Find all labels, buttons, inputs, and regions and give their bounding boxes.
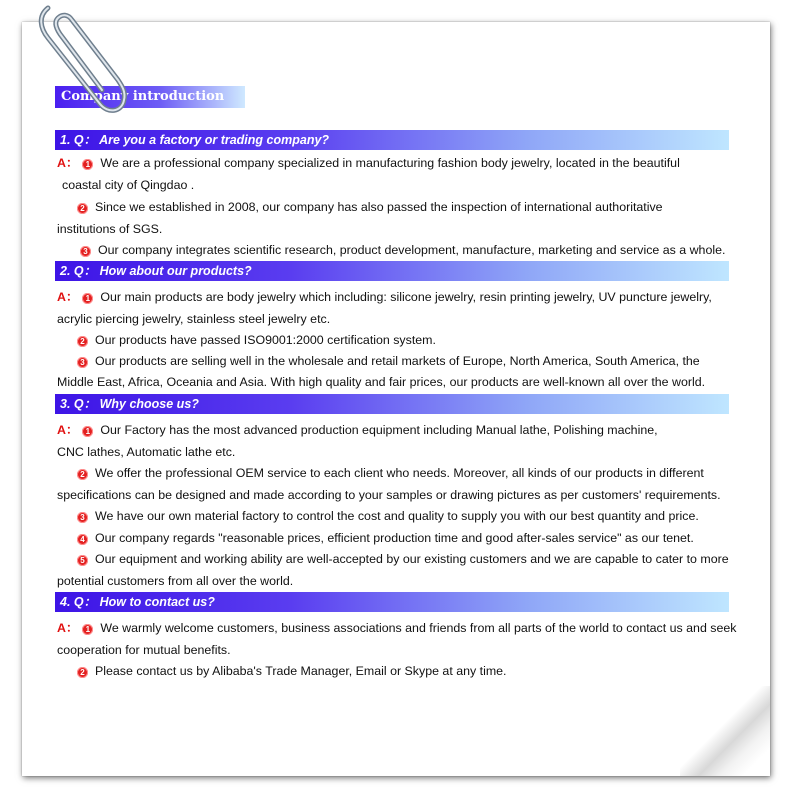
answer-text: Our products are selling well in the wholesale and retail markets of Europe, North America, South America, the xyxy=(95,354,700,368)
answer-line xyxy=(77,332,436,348)
answer-line xyxy=(77,508,699,524)
answer-text: institutions of SGS. xyxy=(57,222,163,236)
numbered-bullet-icon: 1 xyxy=(82,293,93,304)
answer-line xyxy=(57,221,162,237)
question-bar: 3. Q： Why choose us? xyxy=(55,394,729,414)
answer-text: We have our own material factory to control the cost and quality to supply you with our best quantity and price. xyxy=(95,509,699,523)
answer-line xyxy=(57,422,658,438)
answer-line xyxy=(77,551,729,567)
numbered-bullet-icon: 1 xyxy=(82,426,93,437)
answer-text: CNC lathes, Automatic lathe etc. xyxy=(57,445,236,459)
numbered-bullet-icon: 2 xyxy=(77,469,88,480)
answer-text: We offer the professional OEM service to each client who needs. Moreover, all kinds of our products in different xyxy=(95,466,704,480)
answer-text: Our products have passed ISO9001:2000 certification system. xyxy=(95,333,436,347)
numbered-bullet-icon: 1 xyxy=(82,624,93,635)
answer-line xyxy=(57,573,293,589)
answer-line xyxy=(77,663,506,679)
answer-text: cooperation for mutual benefits. xyxy=(57,643,231,657)
answer-line xyxy=(57,289,712,305)
answer-line xyxy=(57,487,721,503)
question-bar: 2. Q： How about our products? xyxy=(55,261,729,281)
answer-text: Our equipment and working ability are well-accepted by our existing customers and we are capable to cater to more xyxy=(95,552,729,566)
answer-marker: A： xyxy=(57,423,79,437)
answer-marker: A： xyxy=(57,156,79,170)
answer-line xyxy=(77,530,694,546)
answer-text: potential customers from all over the world. xyxy=(57,574,294,588)
answer-text: Our Factory has the most advanced production equipment including Manual lathe, Polishing machine, xyxy=(100,423,658,437)
numbered-bullet-icon: 2 xyxy=(77,203,88,214)
paperclip-icon xyxy=(30,0,140,120)
answer-text: We warmly welcome customers, business associations and friends from all parts of the world to contact us and seek xyxy=(100,621,737,635)
answer-line xyxy=(77,465,704,481)
answer-line xyxy=(57,374,705,390)
numbered-bullet-icon: 1 xyxy=(82,159,93,170)
numbered-bullet-icon: 2 xyxy=(77,336,88,347)
question-bar: 4. Q： How to contact us? xyxy=(55,592,729,612)
answer-text: coastal city of Qingdao . xyxy=(62,178,195,192)
company-intro-heading: Company introduction xyxy=(55,86,245,108)
numbered-bullet-icon: 5 xyxy=(77,555,88,566)
answer-text: acrylic piercing jewelry, stainless steel jewelry etc. xyxy=(57,312,331,326)
answer-line xyxy=(62,177,194,193)
question-bar: 1. Q： Are you a factory or trading company? xyxy=(55,130,729,150)
numbered-bullet-icon: 4 xyxy=(77,534,88,545)
answer-text: Our main products are body jewelry which including: silicone jewelry, resin printing jewelry, UV puncture jewelry, xyxy=(100,290,712,304)
answer-text: Our company integrates scientific research, product development, manufacture, marketing and service as a whole. xyxy=(98,243,726,257)
answer-text: Our company regards "reasonable prices, efficient production time and good after-sales service" as our tenet. xyxy=(95,531,694,545)
answer-line xyxy=(77,199,663,215)
answer-line xyxy=(57,155,680,171)
page-curl xyxy=(680,686,770,776)
answer-line xyxy=(57,642,231,658)
answer-marker: A： xyxy=(57,290,79,304)
numbered-bullet-icon: 3 xyxy=(77,357,88,368)
answer-text: We are a professional company specialized in manufacturing fashion body jewelry, located in the beautiful xyxy=(100,156,680,170)
answer-text: specifications can be designed and made according to your samples or drawing pictures as per customers' requirements. xyxy=(57,488,721,502)
answer-text: Middle East, Africa, Oceania and Asia. With high quality and fair prices, our products are well-known all over the world. xyxy=(57,375,706,389)
numbered-bullet-icon: 3 xyxy=(77,512,88,523)
answer-line xyxy=(80,242,725,258)
answer-text: Since we established in 2008, our company has also passed the inspection of international authoritative xyxy=(95,200,663,214)
answer-text: Please contact us by Alibaba's Trade Manager, Email or Skype at any time. xyxy=(95,664,507,678)
answer-marker: A： xyxy=(57,621,79,635)
answer-line xyxy=(57,311,330,327)
answer-line xyxy=(77,353,700,369)
answer-line xyxy=(57,444,235,460)
answer-line xyxy=(57,620,736,636)
numbered-bullet-icon: 2 xyxy=(77,667,88,678)
numbered-bullet-icon: 3 xyxy=(80,246,91,257)
